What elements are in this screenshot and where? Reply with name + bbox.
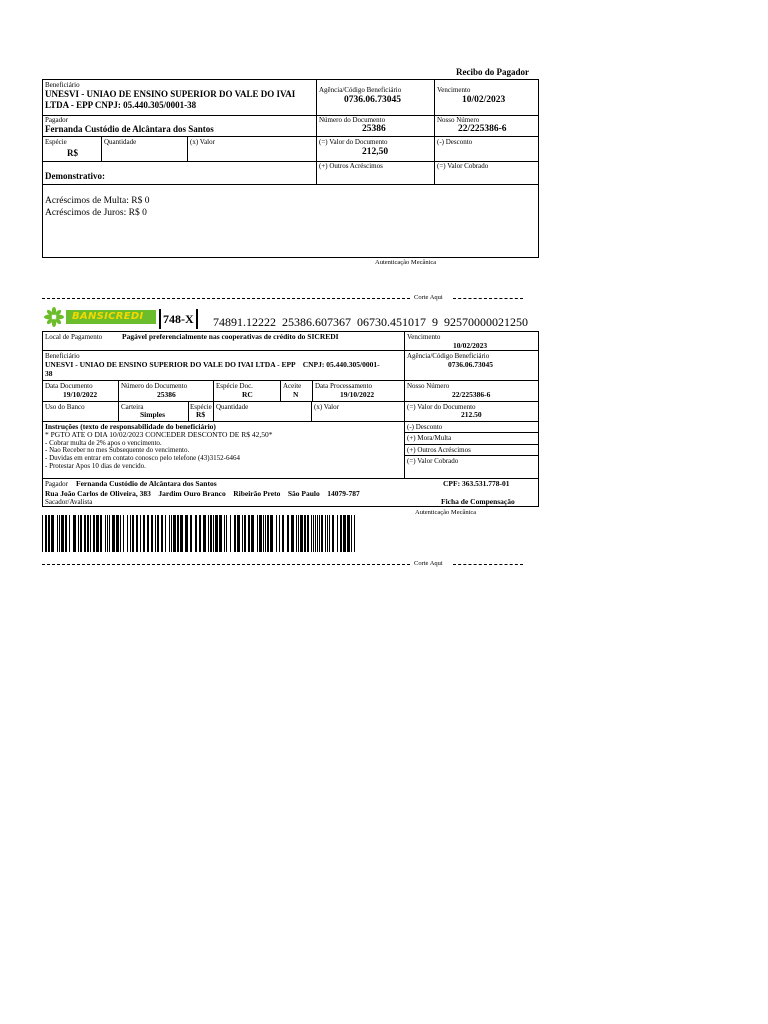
slip-carteira-label: Carteira xyxy=(121,403,144,411)
receipt-demonstrativo-label: Demonstrativo: xyxy=(45,171,105,181)
receipt-multa-text: Acréscimos de Multa: R$ 0 xyxy=(45,196,150,206)
receipt-beneficiario-label: Beneficiário xyxy=(45,81,80,89)
receipt-vencimento-value: 10/02/2023 xyxy=(462,95,506,105)
slip-beneficiario-label: Beneficiário xyxy=(45,352,80,360)
receipt-title: Recibo do Pagador xyxy=(456,67,529,77)
receipt-pagador-value: Fernanda Custódio de Alcântara dos Santos xyxy=(45,124,214,134)
receipt-vencimento-label: Vencimento xyxy=(437,86,471,94)
receipt-outros-label: (+) Outros Acréscimos xyxy=(319,162,383,170)
slip-instrucao-1: * PGTO ATE O DIA 10/02/2023 CONCEDER DESCONTO DE R$ 42,50* xyxy=(45,430,273,439)
receipt-quantidade-label: Quantidade xyxy=(104,138,137,146)
receipt-pagador-label: Pagador xyxy=(45,116,68,124)
slip-quantidade-label: Quantidade xyxy=(216,403,249,411)
slip-beneficiario-line2: 38 xyxy=(45,369,53,378)
slip-endereco-value: Rua João Carlos de Oliveira, 383 Jardim Ouro Branco Ribeirão Preto São Paulo 14079-787 xyxy=(45,489,360,498)
slip-instrucao-4: - Duvidas em entrar em contato conosco pelo telefone (43)3152-6464 xyxy=(45,454,240,462)
slip-pagador-value: Fernanda Custódio de Alcântara dos Santos xyxy=(76,479,217,488)
receipt-xvalor-label: (x) Valor xyxy=(190,138,215,146)
receipt-juros-text: Acréscimos de Juros: R$ 0 xyxy=(45,208,147,218)
slip-xvalor-label: (x) Valor xyxy=(314,403,339,411)
digitable-line: 74891.12222 25386.607367 06730.451017 9 92570000021250 xyxy=(213,315,528,329)
slip-aceite-label: Aceite xyxy=(283,382,302,390)
slip-mora-label: (+) Mora/Multa xyxy=(407,434,452,442)
slip-dataproc-label: Data Processamento xyxy=(315,382,372,390)
receipt-beneficiario-line1: UNESVI - UNIAO DE ENSINO SUPERIOR DO VALE DO IVAI xyxy=(45,89,296,99)
receipt-especie-value: R$ xyxy=(67,148,78,158)
receipt-agencia-value: 0736.06.73045 xyxy=(344,95,401,105)
slip-especie-value: R$ xyxy=(196,410,206,419)
slip-valordoc-value: 212.50 xyxy=(461,410,482,419)
receipt-agencia-label: Agência/Código Beneficiário xyxy=(319,86,402,94)
receipt-beneficiario-line2: LTDA - EPP CNPJ: 05.440.305/0001-38 xyxy=(45,100,197,110)
slip-datadoc-value: 19/10/2022 xyxy=(63,390,98,399)
slip-vencimento-label: Vencimento xyxy=(407,333,441,341)
bank-name: BANSICREDI xyxy=(72,311,144,322)
receipt-autenticacao: Autenticação Mecânica xyxy=(375,259,437,266)
cut-text-top: Corte Aqui xyxy=(414,294,443,301)
slip-beneficiario-line1: UNESVI - UNIAO DE ENSINO SUPERIOR DO VALE DO IVAI LTDA - EPP CNPJ: 05.440.305/0001- xyxy=(45,360,380,369)
slip-instrucao-2: - Cobrar multa de 2% apos o vencimento. xyxy=(45,439,162,447)
slip-instrucao-5: - Protestar Apos 10 dias de vencido. xyxy=(45,462,146,470)
slip-datadoc-label: Data Documento xyxy=(45,382,93,390)
slip-especiedoc-label: Espécie Doc. xyxy=(216,382,253,390)
receipt-valordoc-value: 212,50 xyxy=(362,147,389,157)
slip-outros-label: (+) Outros Acréscimos xyxy=(407,446,471,454)
receipt-numdoc-label: Número do Documento xyxy=(319,116,386,124)
receipt-cobrado-label: (=) Valor Cobrado xyxy=(437,162,489,170)
cut-text-bottom: Corte Aqui xyxy=(414,560,443,567)
slip-numdoc-label: Número do Documento xyxy=(121,382,188,390)
slip-local-label: Local de Pagamento xyxy=(45,333,103,341)
slip-carteira-value: Simples xyxy=(140,410,166,419)
slip-autenticacao: Autenticação Mecânica xyxy=(415,509,477,516)
slip-instrucoes-title: Instruções (texto de responsabilidade do beneficiário) xyxy=(45,422,216,431)
slip-especie-label: Espécie xyxy=(190,403,212,411)
slip-valordoc-label: (=) Valor do Documento xyxy=(407,403,476,411)
slip-agencia-value: 0736.06.73045 xyxy=(448,360,493,369)
receipt-nossonum-label: Nosso Número xyxy=(437,116,480,124)
slip-desconto-label: (-) Desconto xyxy=(407,423,443,431)
receipt-numdoc-value: 25386 xyxy=(362,124,386,134)
barcode xyxy=(42,515,356,552)
slip-numdoc-value: 25386 xyxy=(157,390,176,399)
slip-usobanco-label: Uso do Banco xyxy=(45,403,85,411)
slip-cpf-value: CPF: 363.531.778-01 xyxy=(443,479,510,488)
slip-vencimento-value: 10/02/2023 xyxy=(453,341,488,350)
receipt-nossonum-value: 22/225386-6 xyxy=(458,124,507,134)
slip-local-value: Pagável preferencialmente nas cooperativas de crédito do SICREDI xyxy=(122,332,339,341)
receipt-especie-label: Espécie xyxy=(45,138,67,146)
slip-ficha-label: Ficha de Compensação xyxy=(441,497,515,506)
slip-cobrado-label: (=) Valor Cobrado xyxy=(407,457,459,465)
slip-pagador-label: Pagador xyxy=(45,480,68,488)
slip-dataproc-value: 19/10/2022 xyxy=(340,390,375,399)
slip-nossonum-label: Nosso Número xyxy=(407,382,450,390)
slip-agencia-label: Agência/Código Beneficiário xyxy=(407,352,490,360)
barcode-image xyxy=(42,515,356,552)
slip-especiedoc-value: RC xyxy=(242,390,253,399)
receipt-desconto-label: (-) Desconto xyxy=(437,138,473,146)
slip-aceite-value: N xyxy=(293,390,299,399)
bank-code: 748-X xyxy=(163,312,194,326)
slip-sacador-label: Sacador/Avalista xyxy=(45,498,93,506)
bank-logo xyxy=(42,306,156,327)
slip-nossonum-value: 22/225386-6 xyxy=(452,390,491,399)
slip-instrucao-3: - Nao Receber no mes Subsequente do vencimento. xyxy=(45,446,190,454)
receipt-valordoc-label: (=) Valor do Documento xyxy=(319,138,388,146)
